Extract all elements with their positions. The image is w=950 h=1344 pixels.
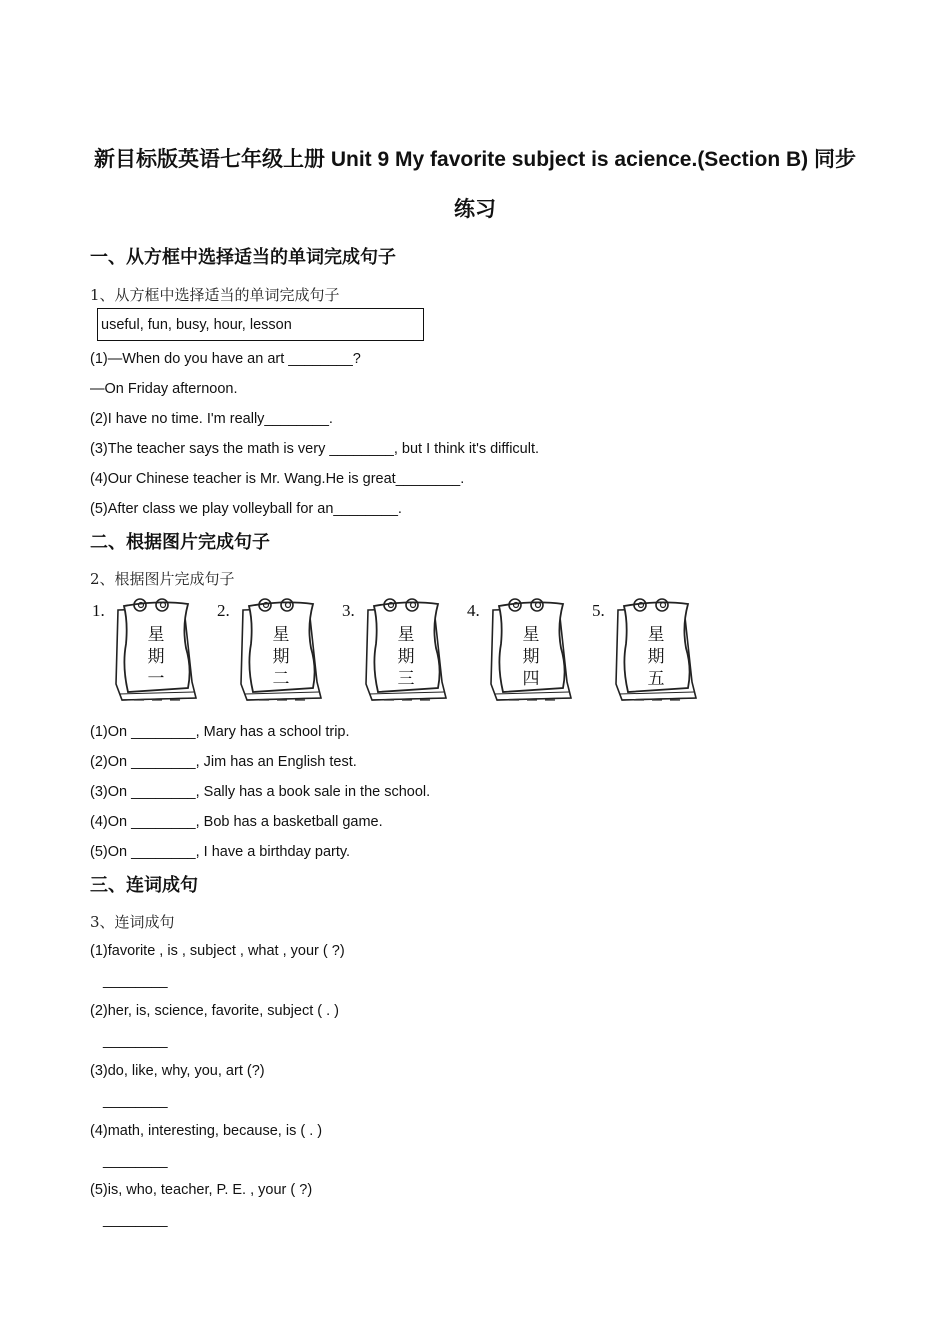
calendar-picture [342, 599, 446, 700]
question-title-1: 1、从方框中选择适当的单词完成句子 [90, 286, 340, 304]
question-line: (1)favorite , is , subject , what , your ( ?) [90, 943, 345, 959]
calendar-picture [217, 599, 321, 700]
calendar-number: 2. [217, 601, 230, 620]
calendar-character: 期 [147, 647, 165, 667]
section-heading-3: 三、连词成句 [90, 875, 198, 895]
question-line: (5)After class we play volleyball for an________. [90, 501, 402, 517]
calendar-number: 4. [467, 601, 480, 620]
calendar-picture [467, 599, 571, 700]
calendar-number: 1. [92, 601, 105, 620]
answer-blank: ________ [103, 1212, 168, 1228]
calendar-character: 期 [272, 647, 290, 667]
question-line: (5)On ________, I have a birthday party. [90, 844, 351, 860]
question-line: (3)On ________, Sally has a book sale in the school. [90, 784, 431, 800]
word-box [97, 308, 424, 341]
question-line: (5)is, who, teacher, P. E. , your ( ?) [90, 1182, 313, 1198]
calendar-number: 3. [342, 601, 355, 620]
calendar-character: 期 [522, 647, 540, 667]
calendar-character: 一 [147, 669, 165, 689]
question-line: (3)The teacher says the math is very ________, but I think it's difficult. [90, 441, 540, 457]
word-box-text: useful, fun, busy, hour, lesson [101, 317, 292, 333]
calendar-character: 五 [647, 669, 665, 689]
question-line: (2)On ________, Jim has an English test. [90, 754, 357, 770]
calendar-character: 星 [272, 625, 290, 645]
question-line: (4)math, interesting, because, is ( . ) [90, 1123, 323, 1139]
calendar-picture [592, 599, 696, 700]
calendar-character: 二 [272, 669, 290, 689]
question-title-2: 2、根据图片完成句子 [90, 570, 235, 588]
question-line: (4)On ________, Bob has a basketball game. [90, 814, 383, 830]
page-title: 新目标版英语七年级上册 Unit 9 My favorite subject is acience.(Section B) 同步 [94, 148, 856, 171]
calendar-character: 期 [647, 647, 665, 667]
question-line: (1)—When do you have an art ________? [90, 351, 361, 367]
question-line: (3)do, like, why, you, art (?) [90, 1063, 265, 1079]
calendar-character: 三 [397, 669, 415, 689]
answer-blank: ________ [103, 1153, 168, 1169]
section-heading-1: 一、从方框中选择适当的单词完成句子 [90, 247, 396, 267]
calendar-character: 星 [647, 625, 665, 645]
page-title-continued: 练习 [454, 198, 496, 221]
answer-blank: ________ [103, 1093, 168, 1109]
answer-blank: ________ [103, 973, 168, 989]
calendar-pictures [88, 596, 728, 712]
question-line: —On Friday afternoon. [90, 381, 238, 397]
question-line: (4)Our Chinese teacher is Mr. Wang.He is great________. [90, 471, 465, 487]
calendar-picture [92, 599, 196, 700]
calendar-character: 星 [522, 625, 540, 645]
question-title-3: 3、连词成句 [90, 913, 175, 931]
calendar-character: 星 [147, 625, 165, 645]
question-line: (1)On ________, Mary has a school trip. [90, 724, 350, 740]
calendar-character: 四 [522, 669, 540, 689]
question-line: (2)her, is, science, favorite, subject ( . ) [90, 1003, 340, 1019]
calendar-number: 5. [592, 601, 605, 620]
calendar-character: 星 [397, 625, 415, 645]
question-line: (2)I have no time. I'm really________. [90, 411, 333, 427]
calendar-character: 期 [397, 647, 415, 667]
answer-blank: ________ [103, 1033, 168, 1049]
section-heading-2: 二、根据图片完成句子 [90, 532, 270, 552]
